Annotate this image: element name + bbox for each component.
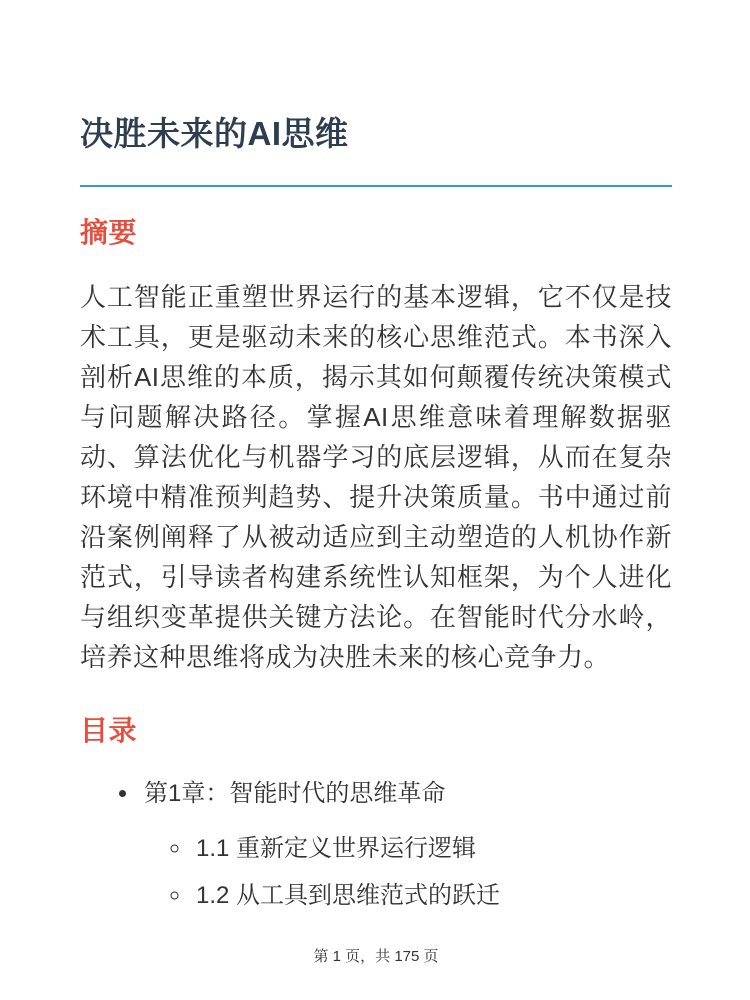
toc-heading: 目录 xyxy=(80,715,138,746)
toc-chapter-item xyxy=(140,779,672,910)
toc-list xyxy=(80,779,672,910)
abstract-heading: 摘要 xyxy=(80,217,138,248)
toc-chapter-label: 第1章：智能时代的思维革命 xyxy=(144,780,446,807)
title-divider xyxy=(80,185,672,187)
abstract-paragraph: 人工智能正重塑世界运行的基本逻辑，它不仅是技术工具，更是驱动未来的核心思维范式。本书深入剖析AI思维的本质，揭示其如何颠覆传统决策模式与问题解决路径。掌握AI思维意味着理解数据驱动、算法优化与机器学习的底层逻辑，从而在复杂环境中精准预判趋势、提升决策质量。书中通过前沿案例阐释了从被动适应到主动塑造的人机协作新范式，引导读者构建系统性认知框架，为个人进化与组织变革提供关键方法论。在智能时代分水岭，培养这种思维将成为决胜未来的核心竞争力。 xyxy=(80,282,672,672)
page-number: 第 1 页，共 175 页 xyxy=(313,948,439,965)
toc-section-item: ◦ 1.1 重新定义世界运行逻辑 xyxy=(192,834,672,863)
toc-sublist xyxy=(144,834,672,910)
toc-section-item: ◦ 1.2 从工具到思维范式的跃迁 xyxy=(192,881,672,910)
page-title: 决胜未来的AI思维 xyxy=(80,115,349,152)
